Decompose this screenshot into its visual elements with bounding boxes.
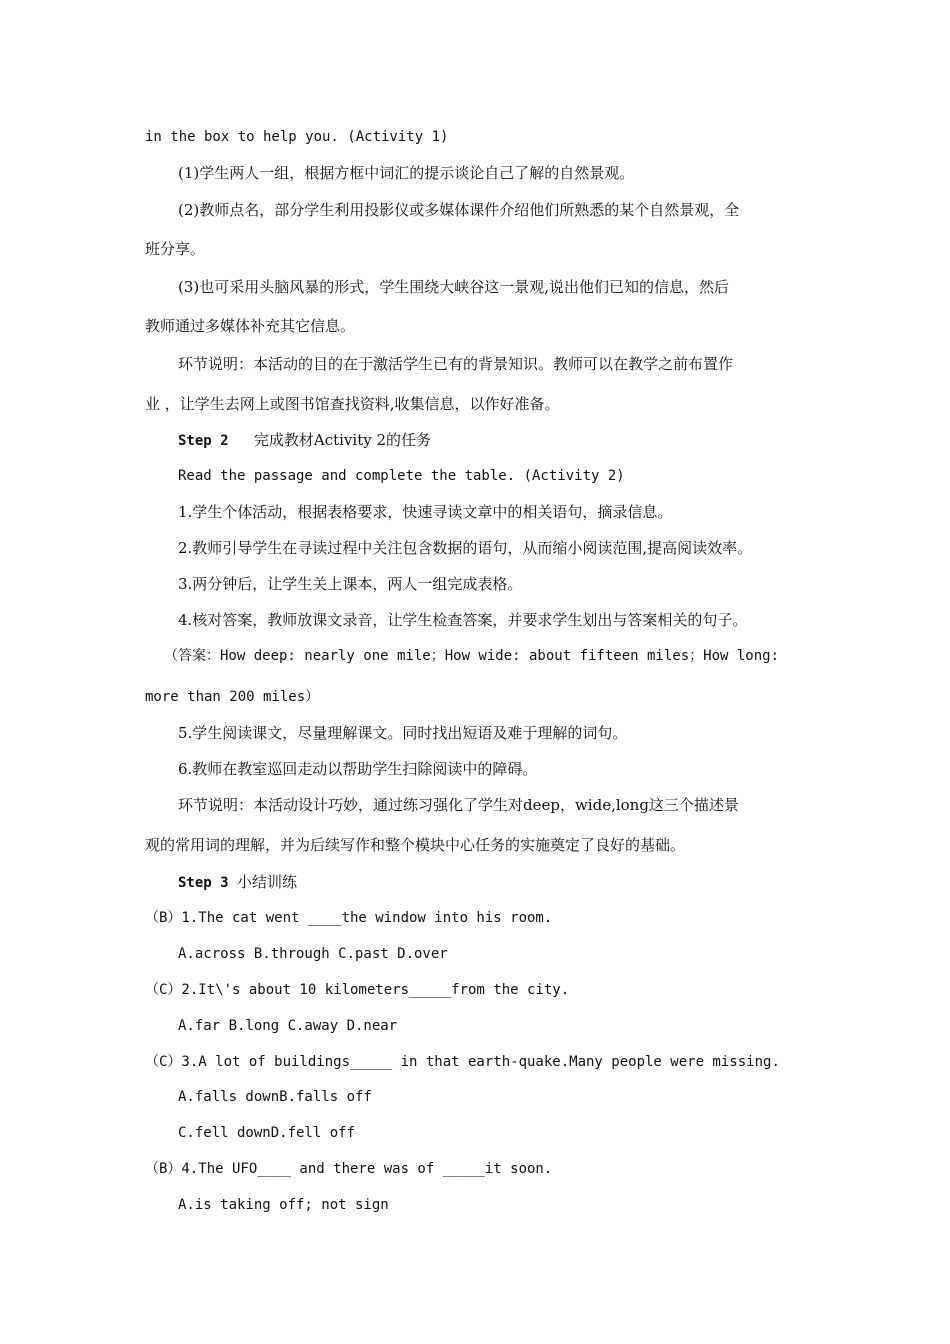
options-line: A.far B.long C.away D.near bbox=[178, 1018, 398, 1034]
text-line: （答案：How deep: nearly one mile；How wide: about fifteen miles；How long: bbox=[164, 648, 780, 664]
step-heading bbox=[178, 872, 297, 893]
text-line: 班分享。 bbox=[145, 240, 206, 258]
step-heading bbox=[178, 430, 431, 451]
step-label: Step 3 bbox=[178, 875, 229, 891]
question-line: （B）1.The cat went ____the window into his room. bbox=[145, 910, 553, 926]
options-line: A.falls downB.falls off bbox=[178, 1089, 372, 1105]
step-title: 完成教材Activity 2的任务 bbox=[253, 431, 432, 449]
text-line: 业 ，让学生去网上或图书馆查找资料,收集信息，以作好准备。 bbox=[145, 395, 560, 413]
text-line: (3)也可采用头脑风暴的形式，学生围绕大峡谷这一景观,说出他们已知的信息，然后 bbox=[178, 278, 730, 296]
text-line: (1)学生两人一组，根据方框中词汇的提示谈论自己了解的自然景观。 bbox=[178, 164, 635, 182]
options-line: C.fell downD.fell off bbox=[178, 1125, 356, 1141]
text-line: 4.核对答案，教师放课文录音，让学生检查答案，并要求学生划出与答案相关的句子。 bbox=[178, 611, 748, 629]
text-line: more than 200 miles） bbox=[145, 689, 320, 705]
question-line: （C）3.A lot of buildings_____ in that earth-quake.Many people were missing. bbox=[145, 1054, 780, 1070]
text-line: 3.两分钟后，让学生关上课本，两人一组完成表格。 bbox=[178, 575, 523, 593]
text-line: 观的常用词的理解，并为后续写作和整个模块中心任务的实施奠定了良好的基础。 bbox=[145, 836, 686, 854]
text-line: (2)教师点名，部分学生利用投影仪或多媒体课件介绍他们所熟悉的某个自然景观，全 bbox=[178, 201, 740, 219]
options-line: A.is taking off; not sign bbox=[178, 1197, 389, 1213]
question-line: （C）2.It\'s about 10 kilometers_____from the city. bbox=[145, 982, 570, 998]
step-label: Step 2 bbox=[178, 433, 229, 449]
text-line: 5.学生阅读课文，尽量理解课文。同时找出短语及难于理解的词句。 bbox=[178, 724, 628, 742]
text-line: 1.学生个体活动，根据表格要求，快速寻读文章中的相关语句，摘录信息。 bbox=[178, 503, 673, 521]
options-line: A.across B.through C.past D.over bbox=[178, 946, 448, 962]
text-line: 环节说明：本活动的目的在于激活学生已有的背景知识。教师可以在教学之前布置作 bbox=[178, 355, 734, 373]
text-line: Read the passage and complete the table. (Activity 2) bbox=[178, 468, 625, 484]
text-line: 环节说明：本活动设计巧妙，通过练习强化了学生对deep，wide,long这三个描述景 bbox=[178, 796, 739, 814]
text-line: 教师通过多媒体补充其它信息。 bbox=[145, 317, 356, 335]
step-title: 小结训练 bbox=[237, 873, 298, 891]
text-line: 2.教师引导学生在寻读过程中关注包含数据的语句，从而缩小阅读范围,提高阅读效率。 bbox=[178, 539, 753, 557]
text-line: 6.教师在教室巡回走动以帮助学生扫除阅读中的障碍。 bbox=[178, 760, 538, 778]
question-line: （B）4.The UFO____ and there was of _____it soon. bbox=[145, 1161, 553, 1177]
text-line: in the box to help you. (Activity 1) bbox=[145, 129, 449, 145]
